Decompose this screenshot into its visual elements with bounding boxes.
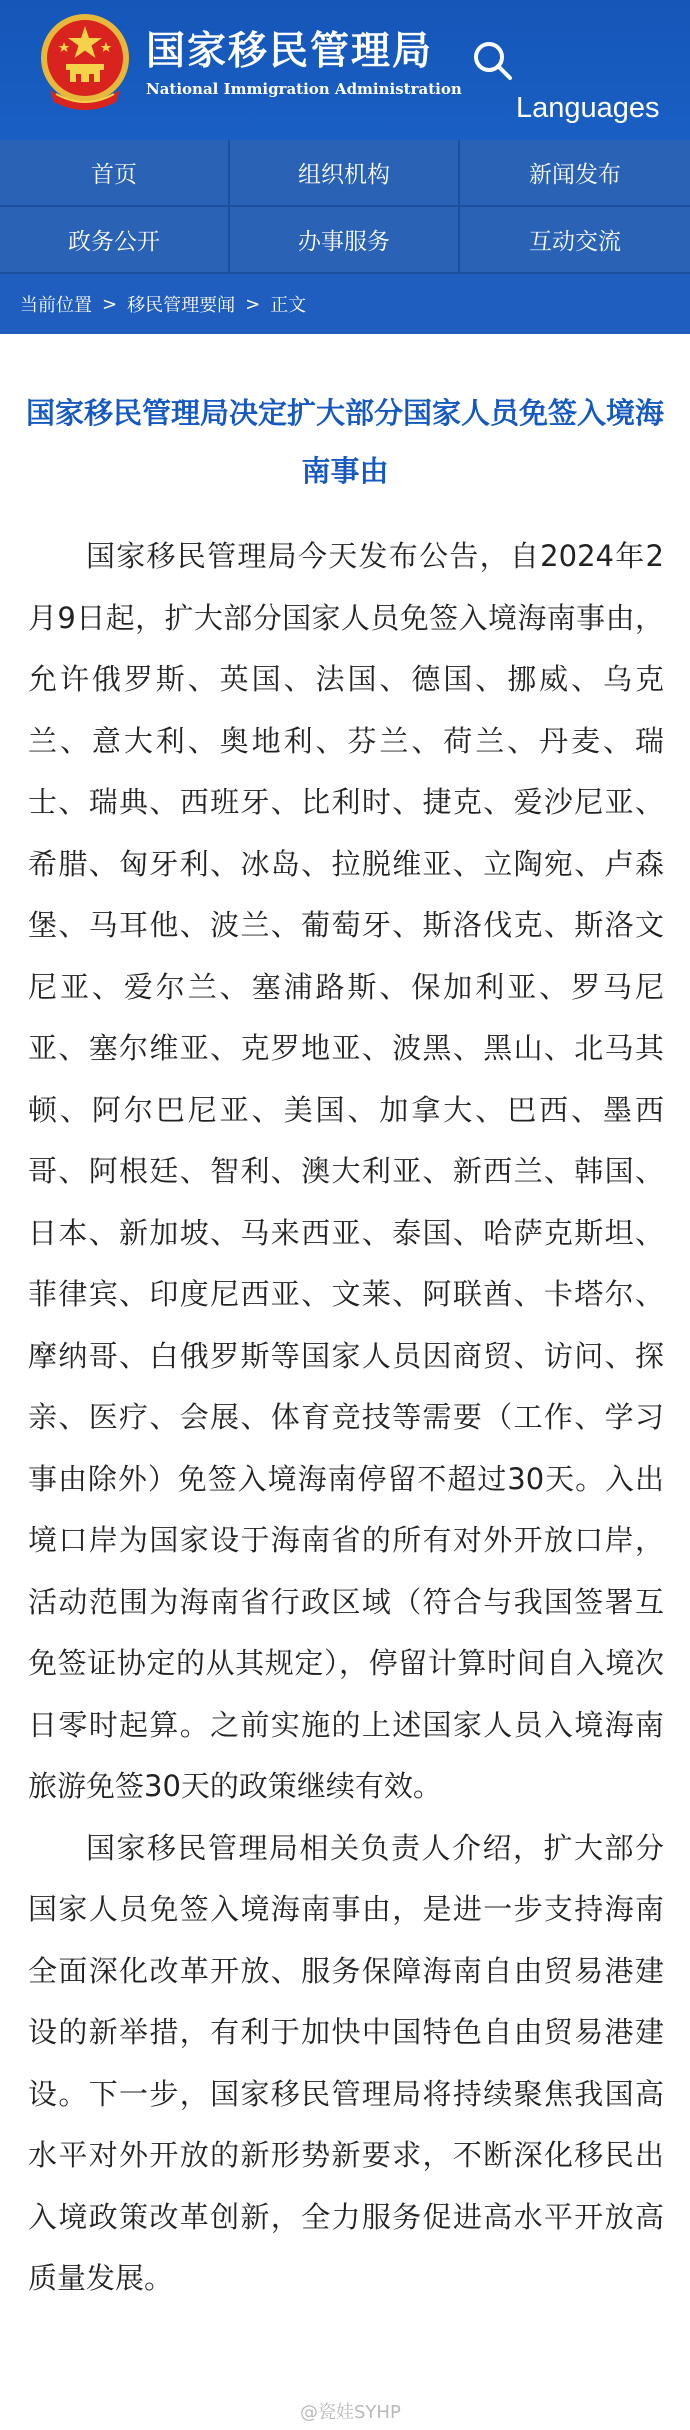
site-title: 国家移民管理局: [146, 29, 434, 74]
nav-item-services[interactable]: 办事服务: [230, 207, 460, 274]
breadcrumb-separator: >: [102, 293, 118, 315]
breadcrumb-link-section[interactable]: 移民管理要闻: [127, 295, 236, 316]
languages-button[interactable]: Languages: [516, 92, 660, 124]
watermark: @瓷娃SYHP: [300, 2402, 401, 2423]
site-header: [0, 0, 690, 140]
breadcrumb-separator: >: [245, 293, 261, 315]
nav-item-organization[interactable]: 组织机构: [230, 140, 460, 207]
article-paragraph: 国家移民管理局相关负责人介绍，扩大部分国家人员免签入境海南事由，是进一步支持海南全面深化改革开放、服务保障海南自由贸易港建设的新举措，有利于加快中国特色自由贸易港建设。下一步，国家移民管理局将持续聚焦我国高水平对外开放的新形势新要求，不断深化移民出入境政策改革创新，全力服务促进高水平开放高质量发展。: [28, 1830, 664, 2295]
nav-item-interaction[interactable]: 互动交流: [460, 207, 690, 274]
nav-item-government-affairs[interactable]: 政务公开: [0, 207, 230, 274]
article-body: [28, 526, 664, 2310]
breadcrumb-page: 正文: [270, 295, 307, 316]
article-title: 国家移民管理局决定扩大部分国家人员免签入境海南事由: [25, 396, 664, 488]
nav-item-news[interactable]: 新闻发布: [460, 140, 690, 207]
article-paragraph: 国家移民管理局今天发布公告，自2024年2月9日起，扩大部分国家人员免签入境海南事由，允许俄罗斯、英国、法国、德国、挪威、乌克兰、意大利、奥地利、芬兰、荷兰、丹麦、瑞士、瑞典、西班牙、比利时、捷克、爱沙尼亚、希腊、匈牙利、冰岛、拉脱维亚、立陶宛、卢森堡、马耳他、波兰、葡萄牙、斯洛伐克、斯洛文尼亚、爱尔兰、塞浦路斯、保加利亚、罗马尼亚、塞尔维亚、克罗地亚、波黑、黑山、北马其顿、阿尔巴尼亚、美国、加拿大、巴西、墨西哥、阿根廷、智利、澳大利亚、新西兰、韩国、日本、新加坡、马来西亚、泰国、哈萨克斯坦、菲律宾、印度尼西亚、文莱、阿联酋、卡塔尔、摩纳哥、白俄罗斯等国家人员因商贸、访问、探亲、医疗、会展、体育竞技等需要（工作、学习事由除外）免签入境海南停留不超过30天。入出境口岸为国家设于海南省的所有对外开放口岸，活动范围为海南省行政区域（符合与我国签署互免签证协定的从其规定），停留计算时间自入境次日零时起算。之前实施的上述国家人员入境海南旅游免签30天的政策继续有效。: [28, 539, 664, 1803]
breadcrumb-current-label: 当前位置: [20, 295, 92, 316]
breadcrumb: [0, 274, 690, 334]
site-subtitle-en: National Immigration Administration: [146, 80, 462, 98]
search-icon[interactable]: [466, 34, 520, 88]
nav-item-home[interactable]: 首页: [0, 140, 230, 207]
national-emblem-icon[interactable]: [36, 12, 134, 116]
main-nav: [0, 140, 690, 274]
